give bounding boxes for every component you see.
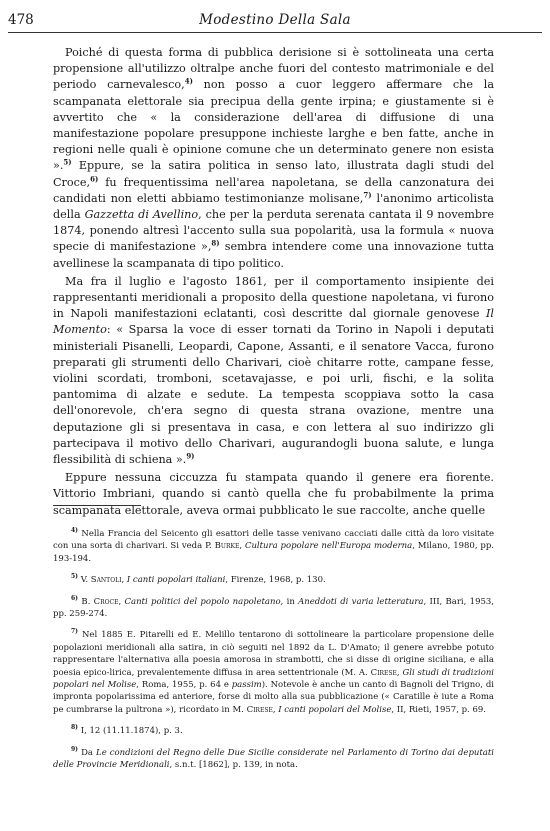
text-span: , III, Bari, 1953, pp. 259-274. bbox=[53, 596, 494, 620]
text-span: l'anonimo articolista della bbox=[53, 191, 494, 222]
footnote-number: 5) bbox=[71, 573, 79, 581]
text-span: ). Notevole è anche un canto di Bagnoli del Trigno, di impronta popolarissima ed anteriore, forse di molto alla sua pubblicazione (« Caratille è iute a Roma pe cumbrarse la pultrona »), ricordato in M. bbox=[53, 680, 494, 715]
text-span: sembra intendere come una innovazione tutta avellinese la scampanata di tipo politico. bbox=[53, 240, 494, 270]
running-head bbox=[8, 12, 542, 30]
footnote-rule bbox=[53, 505, 141, 506]
page-number: 478 bbox=[8, 12, 34, 28]
text-span: , bbox=[272, 704, 279, 715]
footnote-ref-7: 7) bbox=[363, 190, 372, 200]
text-span: Eppure nessuna ciccuzza fu stampata quando il genere era fiorente. Vittorio Imbriani, quando si cantò quella che fu probabilmente la prima scampanata elettorale, aveva ormai pubblicato le sue raccolte, anche quelle bbox=[53, 471, 494, 517]
italic-title: Le condizioni del Regno delle Due Sicilie considerate nel Parlamento di Torino dai deputati delle Provincie Meridionali bbox=[53, 747, 494, 771]
footnote-8 bbox=[53, 725, 494, 737]
italic-title: I canti popolari del Molise bbox=[278, 704, 392, 715]
author-name: Croce bbox=[93, 596, 119, 607]
footnote-ref-9: 9) bbox=[186, 451, 195, 461]
author-name: Cirese bbox=[370, 667, 397, 678]
italic-title: Gli studi di tradizioni popolari nel Molise bbox=[53, 667, 495, 691]
footnote-ref-6: 6) bbox=[90, 173, 99, 183]
footnote-ref-5: 5) bbox=[63, 157, 72, 167]
text-span: non posso a cuor leggero affermare che la scampanata elettorale sia precipua della gente irpina; e giustamente si è avvertito che « la considerazione dell'area di diffusione di una manifestazione popolare presuppone inchieste larghe e ben fatte, anche in regioni nelle quali è opinione comune che un determinato genere non esista ». bbox=[53, 78, 494, 173]
text-span: Poiché di questa forma di pubblica derisione si è sottolineata una certa propensione all'utilizzo oltralpe anche fuori del contesto matrimoniale e del periodo carnevalesco, bbox=[53, 46, 494, 92]
italic-title: Aneddoti di varia letteratura bbox=[298, 596, 424, 607]
text-span: , Firenze, 1968, p. 130. bbox=[225, 575, 326, 586]
text-span: Nella Francia del Seicento gli esattori delle tasse venivano cacciati dalle città da loro visitate con una sorta di charivari. Si veda P. bbox=[53, 529, 494, 552]
text-span: , s.n.t. [1862], p. 139, in nota. bbox=[169, 760, 298, 771]
paragraph-1 bbox=[53, 45, 494, 272]
running-title: Modestino Della Sala bbox=[199, 12, 351, 28]
author-name: Santoli bbox=[90, 575, 122, 586]
header-rule bbox=[8, 32, 542, 33]
text-span: I, 12 (11.11.1874), p. 3. bbox=[78, 726, 183, 737]
footnote-number: 7) bbox=[71, 628, 79, 636]
footnote-number: 4) bbox=[71, 527, 79, 535]
footnote-number: 9) bbox=[71, 745, 79, 753]
footnote-number: 6) bbox=[71, 594, 79, 602]
text-span: Eppure, se la satira politica in senso lato, illustrata dagli studi del Croce, bbox=[53, 159, 494, 189]
text-span: , che per la perduta serenata cantata il 9 novembre 1874, ponendo altresì l'accento sulla sua popolarità, usa la formula « nuova specie di manifestazione », bbox=[53, 208, 494, 254]
text-span: , Milano, 1980, pp. 193-194. bbox=[53, 541, 494, 564]
author-name: Burke bbox=[214, 541, 240, 552]
text-span: , II, Rieti, 1957, p. 69. bbox=[391, 704, 486, 715]
text-span: B. bbox=[78, 596, 94, 607]
author-name: Cirese bbox=[246, 704, 273, 715]
footnote-9 bbox=[53, 747, 494, 772]
footnote-4 bbox=[53, 528, 494, 565]
footnote-number: 8) bbox=[71, 724, 79, 732]
italic-title: Cultura popolare nell'Europa moderna bbox=[244, 541, 413, 552]
footnote-7 bbox=[53, 629, 494, 716]
footnote-6 bbox=[53, 596, 494, 621]
text-span: Ma fra il luglio e l'agosto 1861, per il comportamento insipiente dei rappresentanti meridionali a proposito della questione napoletana, vi furono in Napoli manifestazioni eclatanti, così descritte dal giornale genovese bbox=[53, 274, 494, 321]
paragraph-2 bbox=[53, 274, 494, 468]
text-span: , bbox=[118, 596, 125, 607]
text-span: , Roma, 1955, p. 64 e bbox=[136, 680, 232, 691]
italic-title: Il Momento bbox=[53, 307, 494, 337]
italic-title: Canti politici del popolo napoletano bbox=[124, 596, 281, 607]
text-span: , bbox=[239, 541, 245, 552]
footnotes bbox=[53, 528, 494, 781]
italic-title: passim bbox=[231, 680, 262, 691]
text-span: , bbox=[396, 667, 403, 678]
text-span: Nel 1885 E. Pitarelli ed E. Melillo tentarono di sottolineare la particolare propensione delle popolazioni meridionali alla satira, in ciò seguiti nel 1892 da L. D'Amato; il genere avrebbe potuto rappresentare l'alternativa alla poesia amorosa in strambotti, che si disse di origine siciliana, e alla poesia epico-lirica, prevalentemente diffusa in area settentrionale (M. A. bbox=[53, 630, 494, 678]
text-span: : « Sparsa la voce di esser tornati da Torino in Napoli i deputati ministeriali Pisanelli, Leopardi, Capone, Assanti, e il senatore Vacca, furono preparati gli strumenti dello Charivari, cioè chitarre rotte, campane fesse, violini scordati, tromboni, scetavajasse, e poi urli, fischi, e la solita pantomima di alzate e sedute. La tempesta scoppiava sotto la casa dell'onorevole, ch'era segno di questa strana ovazione, mentre una deputazione gli si presentava in casa, e con lettera al suo indirizzo gli partecipava il motivo dello Charivari, augurandogli buona salute, e lunga flessibilità di schiena ». bbox=[53, 323, 494, 467]
text-span: , in bbox=[280, 596, 299, 607]
footnote-5 bbox=[53, 574, 494, 586]
italic-title: I canti popolari italiani bbox=[126, 575, 226, 586]
text-span: Da bbox=[78, 747, 97, 758]
paragraph-3 bbox=[53, 470, 494, 519]
footnote-ref-8: 8) bbox=[211, 238, 220, 248]
body-text bbox=[53, 45, 494, 521]
text-span: fu frequentissima nell'area napoletana, se della canzonatura dei candidati non eletti abbiamo testimonianze molisane, bbox=[53, 175, 494, 205]
italic-title: Gazzetta di Avellino bbox=[84, 208, 199, 222]
footnote-ref-4: 4) bbox=[184, 76, 193, 86]
text-span: V. bbox=[78, 575, 91, 586]
text-span: , bbox=[121, 575, 127, 586]
